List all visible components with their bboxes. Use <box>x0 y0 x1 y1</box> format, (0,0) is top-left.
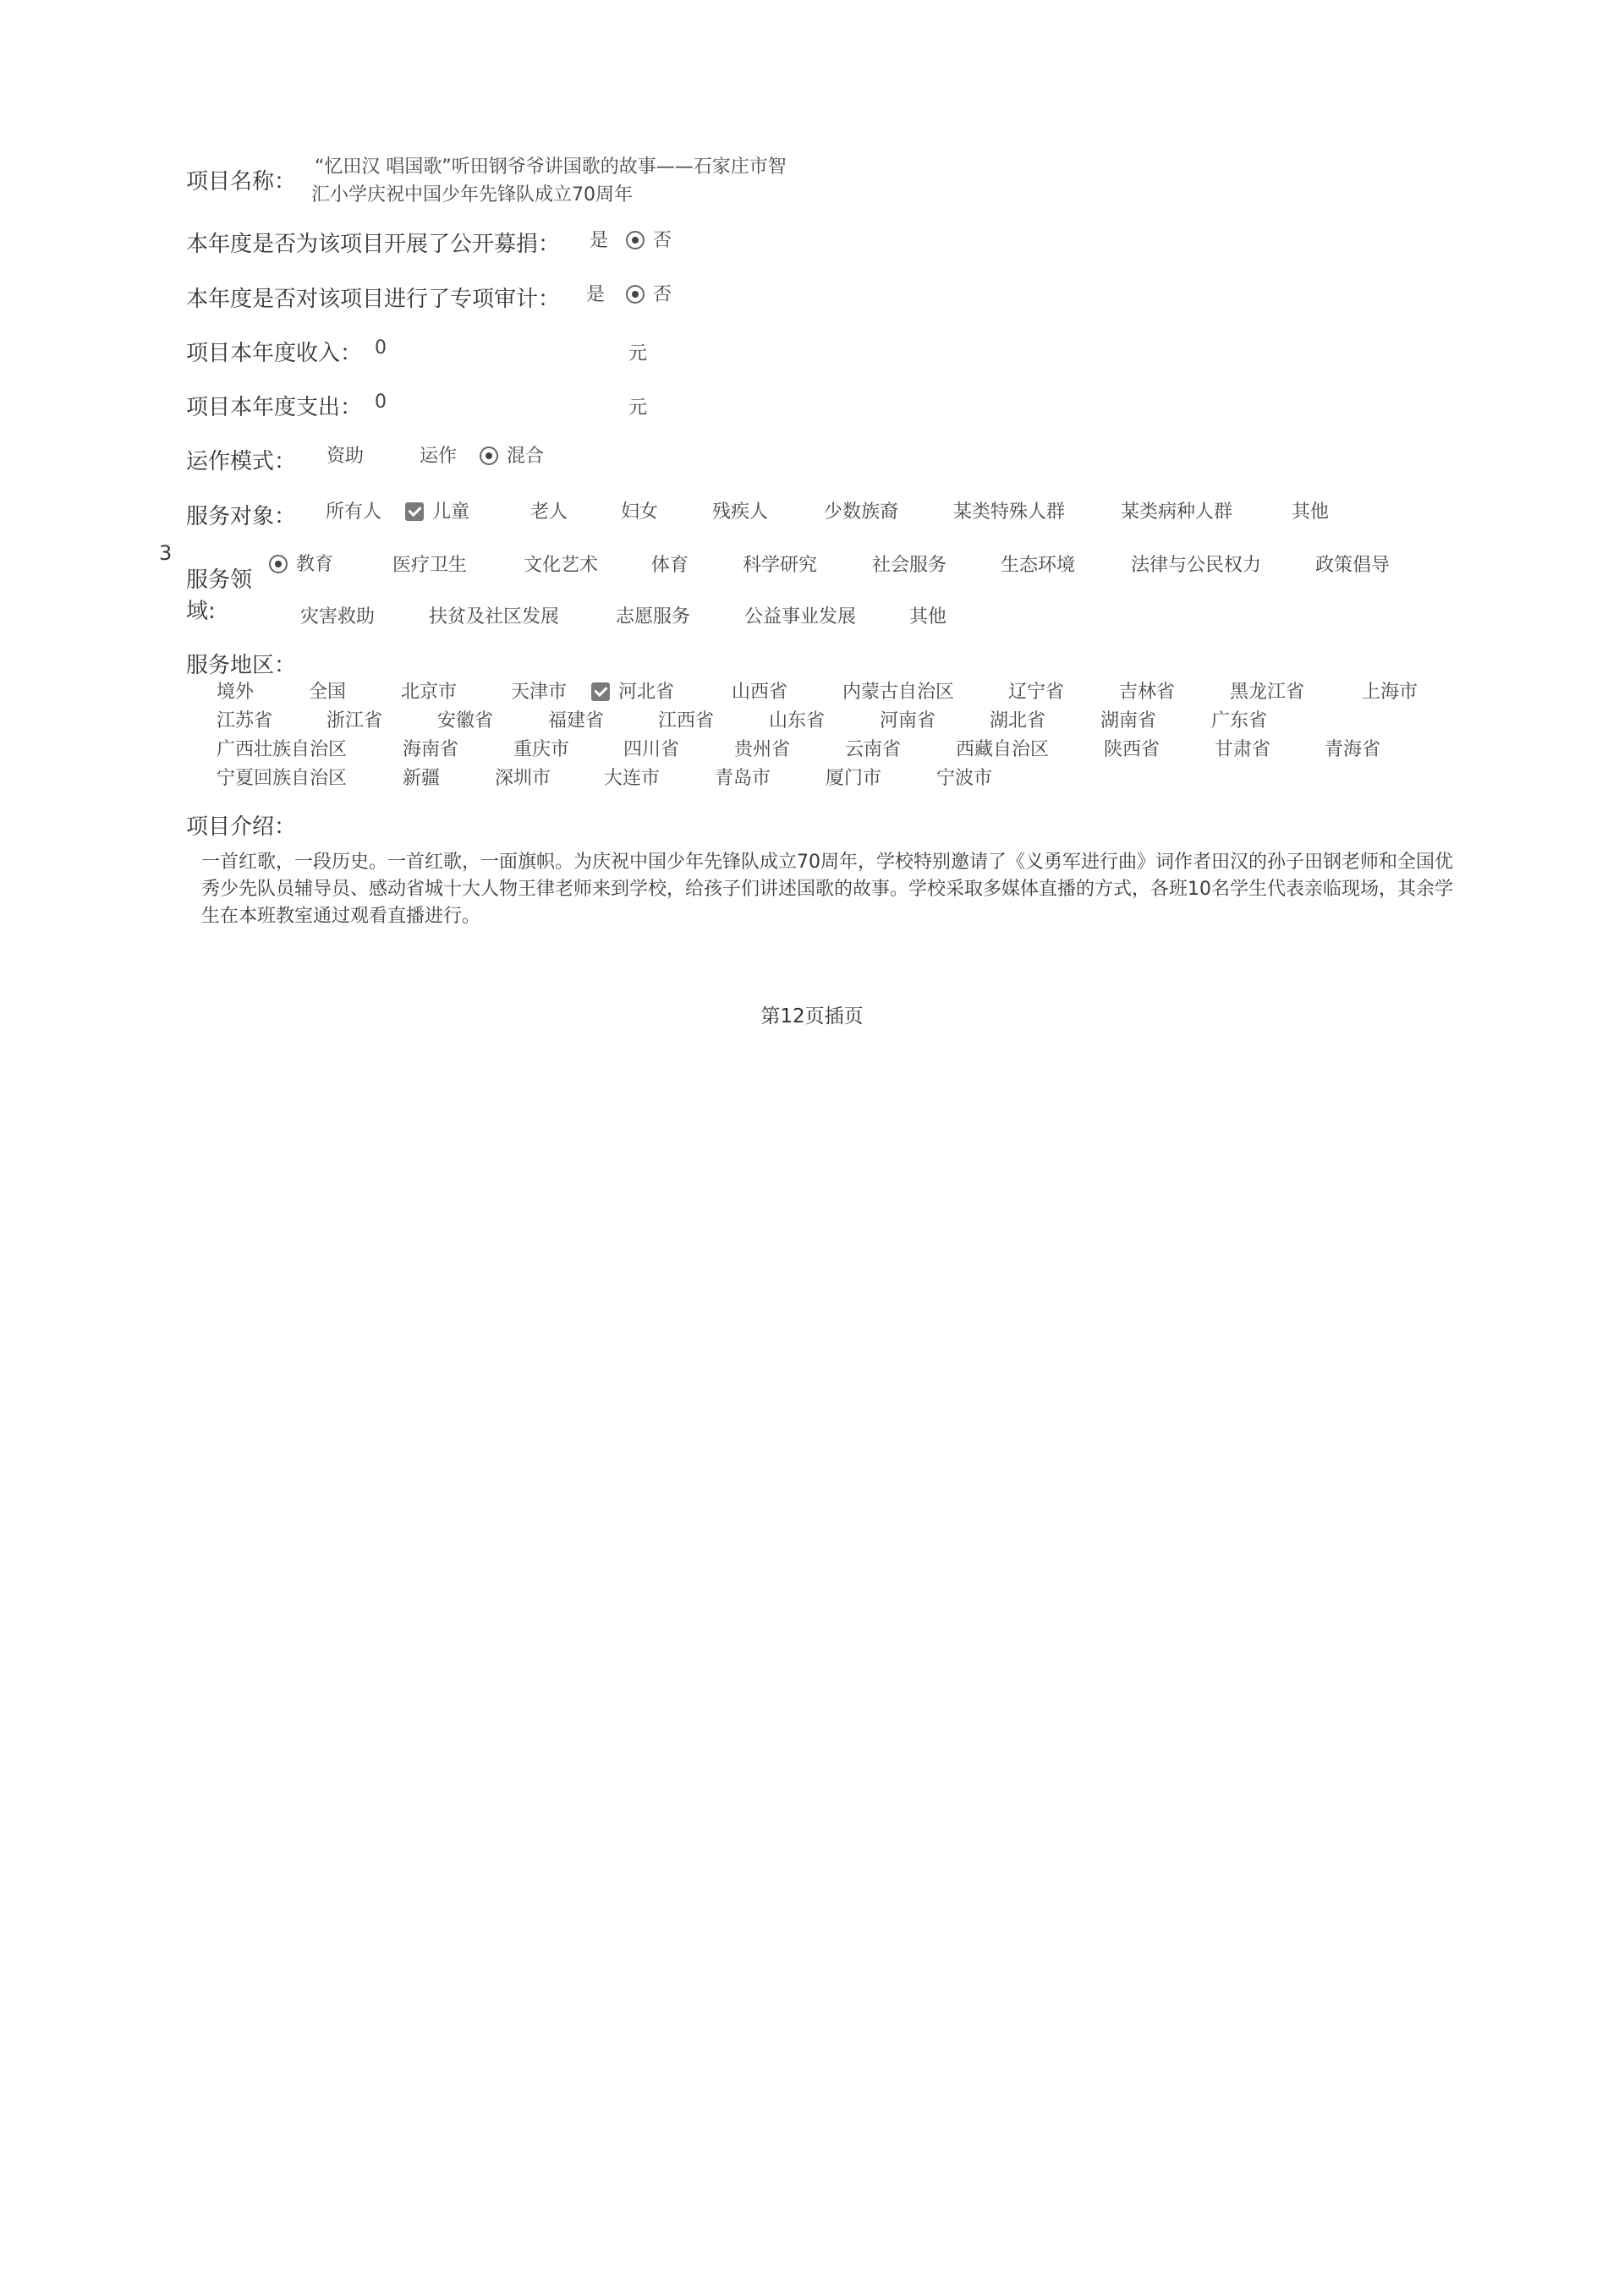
service-region-option[interactable]: 北京市 <box>401 682 458 703</box>
public-fundraising-yes[interactable] <box>590 228 608 254</box>
service-field-option[interactable]: 灾害救助 <box>300 606 376 627</box>
radio-selected-icon <box>626 285 645 304</box>
service-region-option[interactable]: 甘肃省 <box>1215 739 1271 760</box>
service-field-option[interactable]: 其他 <box>909 606 947 627</box>
service-field-option[interactable]: 科学研究 <box>743 555 818 576</box>
expense-label: 项目本年度支出： <box>186 395 363 420</box>
public-fundraising-label: 本年度是否为该项目开展了公开募捐： <box>186 232 561 257</box>
service-field-option[interactable]: 公益事业发展 <box>744 606 857 627</box>
service-region-option[interactable]: 福建省 <box>548 710 605 732</box>
service-target-label: 服务对象： <box>186 504 297 529</box>
service-region-option[interactable]: 广西壮族自治区 <box>217 739 348 760</box>
service-field-option[interactable]: 生态环境 <box>1001 555 1076 576</box>
radio-selected-icon <box>269 555 288 573</box>
service-field-label-line1: 服务领 <box>186 567 253 593</box>
service-region-option[interactable]: 山东省 <box>769 710 826 732</box>
service-region-option[interactable]: 山西省 <box>732 682 788 703</box>
income-unit: 元 <box>628 343 648 364</box>
service-target-option[interactable]: 妇女 <box>621 501 659 523</box>
service-region-option[interactable]: 大连市 <box>604 768 661 789</box>
project-name-line1: “忆田汉 唱国歌”听田钢爷爷讲国歌的故事——石家庄市智 <box>315 156 787 178</box>
service-region-option[interactable]: 湖北省 <box>990 710 1046 732</box>
service-region-option[interactable]: 浙江省 <box>326 710 383 732</box>
service-target-option[interactable]: 老人 <box>530 501 568 523</box>
service-target-option[interactable]: 某类特殊人群 <box>953 501 1066 523</box>
service-region-option[interactable]: 辽宁省 <box>1008 682 1065 703</box>
service-field-option[interactable]: 文化艺术 <box>524 555 599 576</box>
service-field-option[interactable]: 志愿服务 <box>616 606 691 627</box>
service-region-option[interactable]: 青海省 <box>1325 739 1381 760</box>
service-region-option[interactable]: 吉林省 <box>1119 682 1176 703</box>
service-region-option[interactable]: 四川省 <box>623 739 680 760</box>
service-region-option[interactable]: 新疆 <box>403 768 441 789</box>
operation-mode-label: 运作模式： <box>186 449 297 474</box>
margin-number: 3 <box>159 541 173 565</box>
public-fundraising-no[interactable] <box>626 228 672 254</box>
operation-mode-option[interactable]: 混合 <box>480 444 544 469</box>
no-label: 否 <box>653 230 672 251</box>
income-value: 0 <box>375 337 387 359</box>
service-field-option[interactable]: 体育 <box>651 555 689 576</box>
service-region-option[interactable]: 境外 <box>217 682 255 703</box>
no-label: 否 <box>653 284 672 305</box>
service-region-option[interactable]: 宁波市 <box>936 768 993 789</box>
service-region-option[interactable]: 海南省 <box>403 739 459 760</box>
service-field-option[interactable]: 医疗卫生 <box>392 555 468 576</box>
special-audit-no[interactable] <box>626 282 672 308</box>
radio-selected-icon <box>480 447 498 465</box>
service-region-option[interactable]: 湖南省 <box>1100 710 1157 732</box>
radio-selected-icon <box>626 231 645 249</box>
intro-text: 一首红歌，一段历史。一首红歌，一面旗帜。为庆祝中国少年先锋队成立70周年，学校特别邀请了《义勇军进行曲》词作者田汉的孙子田钢老师和全国优秀少先队员辅导员、感动省城十大人物王律老师来到学校，给孩子们讲述国歌的故事。学校采取多媒体直播的方式，各班10名学生代表亲临现场，其余学生在本班教室通过观看直播进行。 <box>201 852 1453 927</box>
service-region-option[interactable]: 全国 <box>309 682 347 703</box>
service-field-option[interactable]: 法律与公民权力 <box>1131 555 1262 576</box>
expense-unit: 元 <box>628 397 648 419</box>
service-region-label: 服务地区： <box>186 653 297 678</box>
service-region-option[interactable]: 江西省 <box>658 710 715 732</box>
service-region-option[interactable]: 青岛市 <box>715 768 771 789</box>
checkbox-checked-icon <box>405 502 424 521</box>
service-region-option[interactable]: 安徽省 <box>437 710 494 732</box>
service-region-option[interactable]: 广东省 <box>1211 710 1268 732</box>
service-region-option[interactable]: 宁夏回族自治区 <box>217 768 348 789</box>
service-field-option[interactable]: 社会服务 <box>872 555 947 576</box>
service-region-option[interactable]: 黑龙江省 <box>1230 682 1305 703</box>
operation-mode-option[interactable]: 资助 <box>326 446 365 467</box>
service-region-option[interactable]: 西藏自治区 <box>956 739 1050 760</box>
service-target-option[interactable]: 某类病种人群 <box>1121 501 1233 523</box>
service-region-option[interactable]: 河南省 <box>880 710 936 732</box>
service-field-option[interactable]: 扶贫及社区发展 <box>429 606 560 627</box>
service-region-option[interactable]: 陕西省 <box>1104 739 1160 760</box>
service-region-option[interactable]: 上海市 <box>1362 682 1418 703</box>
service-region-option[interactable]: 贵州省 <box>734 739 791 760</box>
checkbox-checked-icon <box>591 682 610 701</box>
service-region-option[interactable]: 厦门市 <box>826 768 882 789</box>
project-name-label: 项目名称： <box>186 169 297 195</box>
service-target-option[interactable]: 少数族裔 <box>824 501 899 523</box>
service-field-label-line2: 域: <box>186 599 216 624</box>
page-footer: 第12页插页 <box>760 1006 864 1027</box>
service-region-option[interactable]: 河北省 <box>591 680 674 705</box>
service-target-option[interactable]: 儿童 <box>405 500 469 525</box>
service-region-option[interactable]: 重庆市 <box>513 739 570 760</box>
yes-label: 是 <box>590 230 609 251</box>
operation-mode-option[interactable]: 运作 <box>420 446 458 467</box>
service-region-option[interactable]: 天津市 <box>511 682 568 703</box>
project-name-line2: 汇小学庆祝中国少年先锋队成立70周年 <box>311 184 633 205</box>
intro-label: 项目介绍： <box>186 814 297 840</box>
service-region-option[interactable]: 江苏省 <box>217 710 273 732</box>
income-label: 项目本年度收入： <box>186 341 363 366</box>
expense-value: 0 <box>375 392 387 413</box>
service-region-option[interactable]: 云南省 <box>845 739 902 760</box>
special-audit-yes[interactable] <box>586 282 605 308</box>
service-field-option[interactable]: 教育 <box>269 552 333 578</box>
yes-label: 是 <box>586 284 606 305</box>
service-region-option[interactable]: 内蒙古自治区 <box>842 682 955 703</box>
service-target-option[interactable]: 所有人 <box>326 501 382 523</box>
service-field-option[interactable]: 政策倡导 <box>1315 555 1391 576</box>
service-region-option[interactable]: 深圳市 <box>495 768 551 789</box>
service-target-option[interactable]: 其他 <box>1292 501 1330 523</box>
special-audit-label: 本年度是否对该项目进行了专项审计： <box>186 287 561 312</box>
service-target-option[interactable]: 残疾人 <box>712 501 769 523</box>
